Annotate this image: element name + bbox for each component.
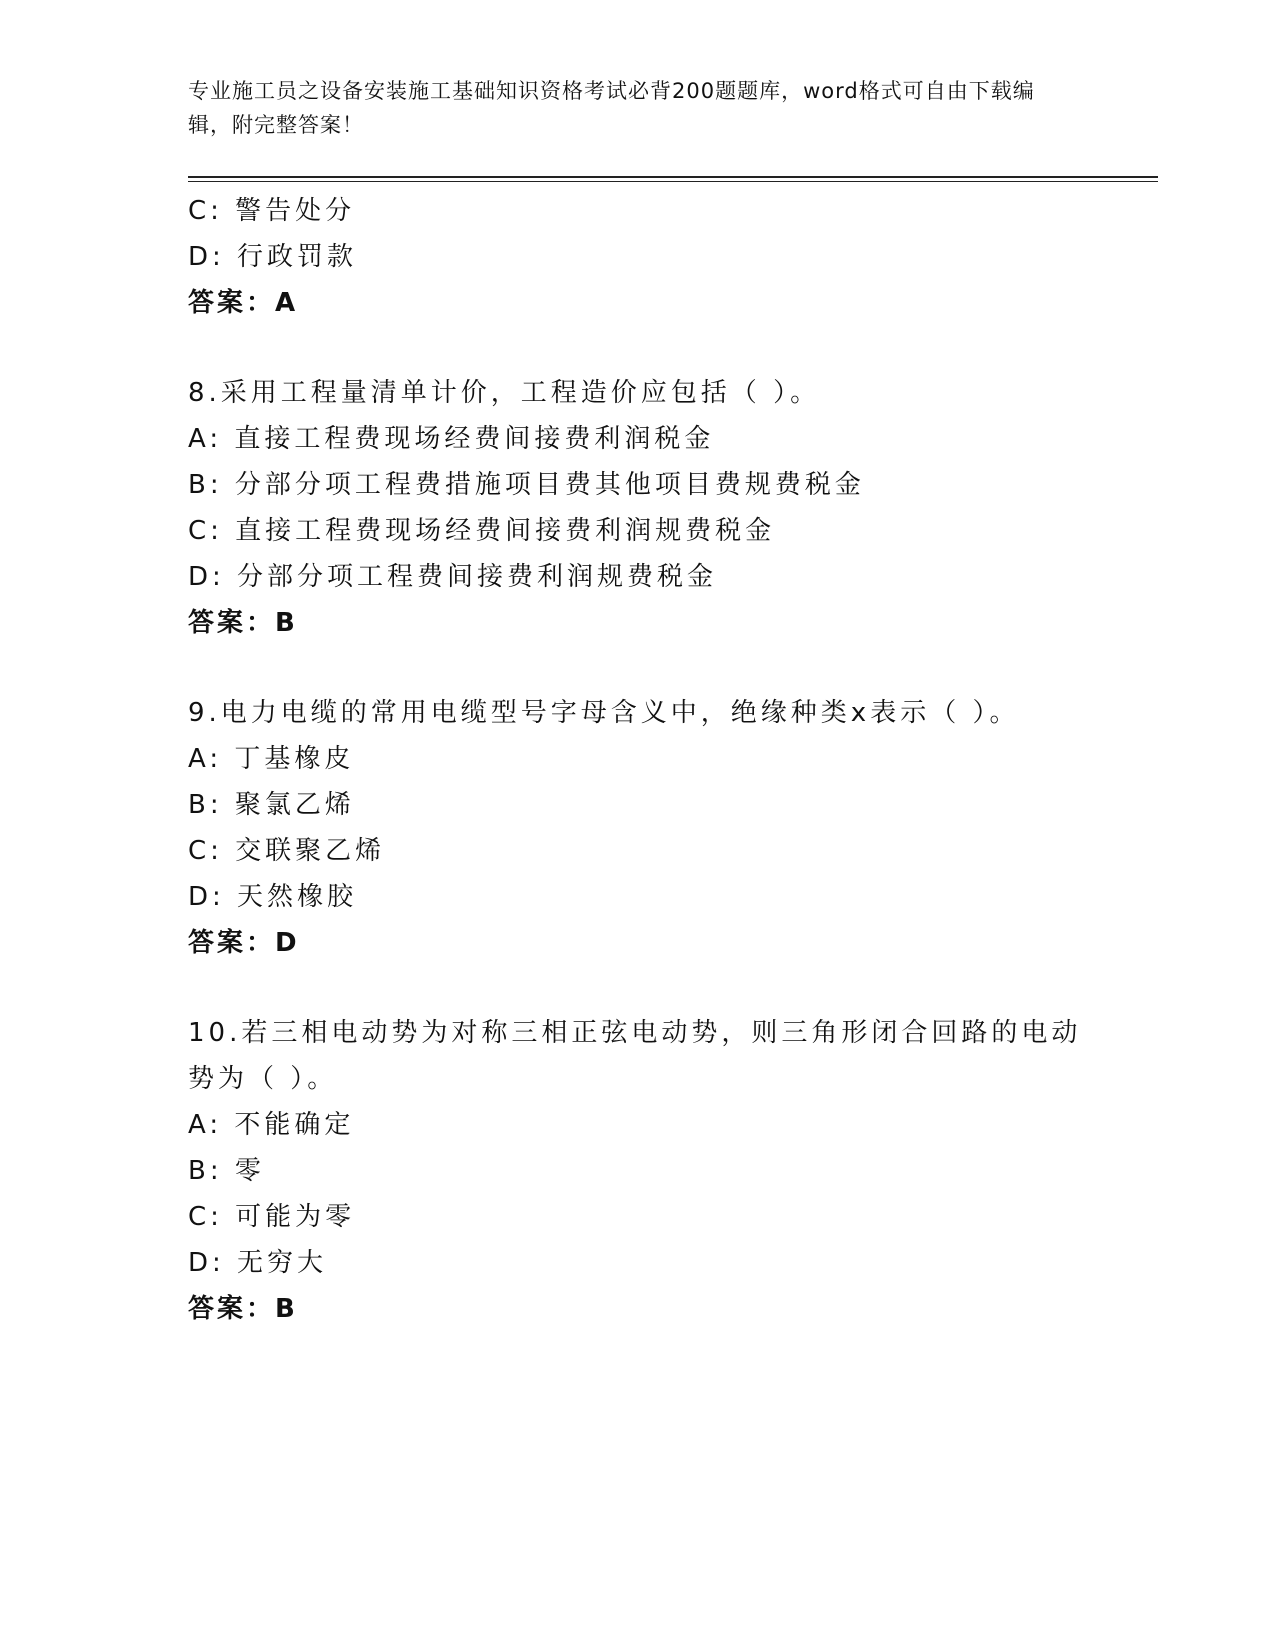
option-b: B: 分部分项工程费措施项目费其他项目费规费税金	[188, 470, 865, 500]
option-d: D: 行政罚款	[188, 242, 358, 272]
option-c: C: 直接工程费现场经费间接费利润规费税金	[188, 516, 776, 546]
option-c: C: 可能为零	[188, 1202, 356, 1232]
previous-question-tail	[188, 188, 1108, 326]
answer-line: 答案：A	[188, 288, 299, 318]
option-b: B: 聚氯乙烯	[188, 790, 355, 820]
question-stem: 9.电力电缆的常用电缆型号字母含义中，绝缘种类x表示（ ）。	[188, 698, 1020, 728]
spacer	[188, 326, 1108, 370]
option-d: D: 天然橡胶	[188, 882, 358, 912]
question-stem: 8.采用工程量清单计价，工程造价应包括（ ）。	[188, 378, 821, 408]
answer-line: 答案：B	[188, 608, 298, 638]
question-9	[188, 690, 1108, 966]
option-d: D: 无穷大	[188, 1248, 328, 1278]
question-content	[188, 188, 1108, 1332]
spacer	[188, 966, 1108, 1010]
question-stem: 10.若三相电动势为对称三相正弦电动势，则三角形闭合回路的电动势为（ ）。	[188, 1018, 1082, 1094]
header-divider-thick	[188, 176, 1158, 178]
answer-line: 答案：D	[188, 928, 300, 958]
document-header: 专业施工员之设备安装施工基础知识资格考试必背200题题库，word格式可自由下载编辑，附完整答案！	[188, 79, 1035, 137]
option-a: A: 直接工程费现场经费间接费利润税金	[188, 424, 715, 454]
option-a: A: 不能确定	[188, 1110, 355, 1140]
option-b: B: 零	[188, 1156, 265, 1186]
option-d: D: 分部分项工程费间接费利润规费税金	[188, 562, 718, 592]
header-divider-thin	[188, 181, 1158, 182]
answer-line: 答案：B	[188, 1294, 298, 1324]
option-a: A: 丁基橡皮	[188, 744, 355, 774]
option-c: C: 警告处分	[188, 196, 356, 226]
spacer	[188, 646, 1108, 690]
question-10	[188, 1010, 1108, 1332]
question-8	[188, 370, 1108, 646]
option-c: C: 交联聚乙烯	[188, 836, 386, 866]
